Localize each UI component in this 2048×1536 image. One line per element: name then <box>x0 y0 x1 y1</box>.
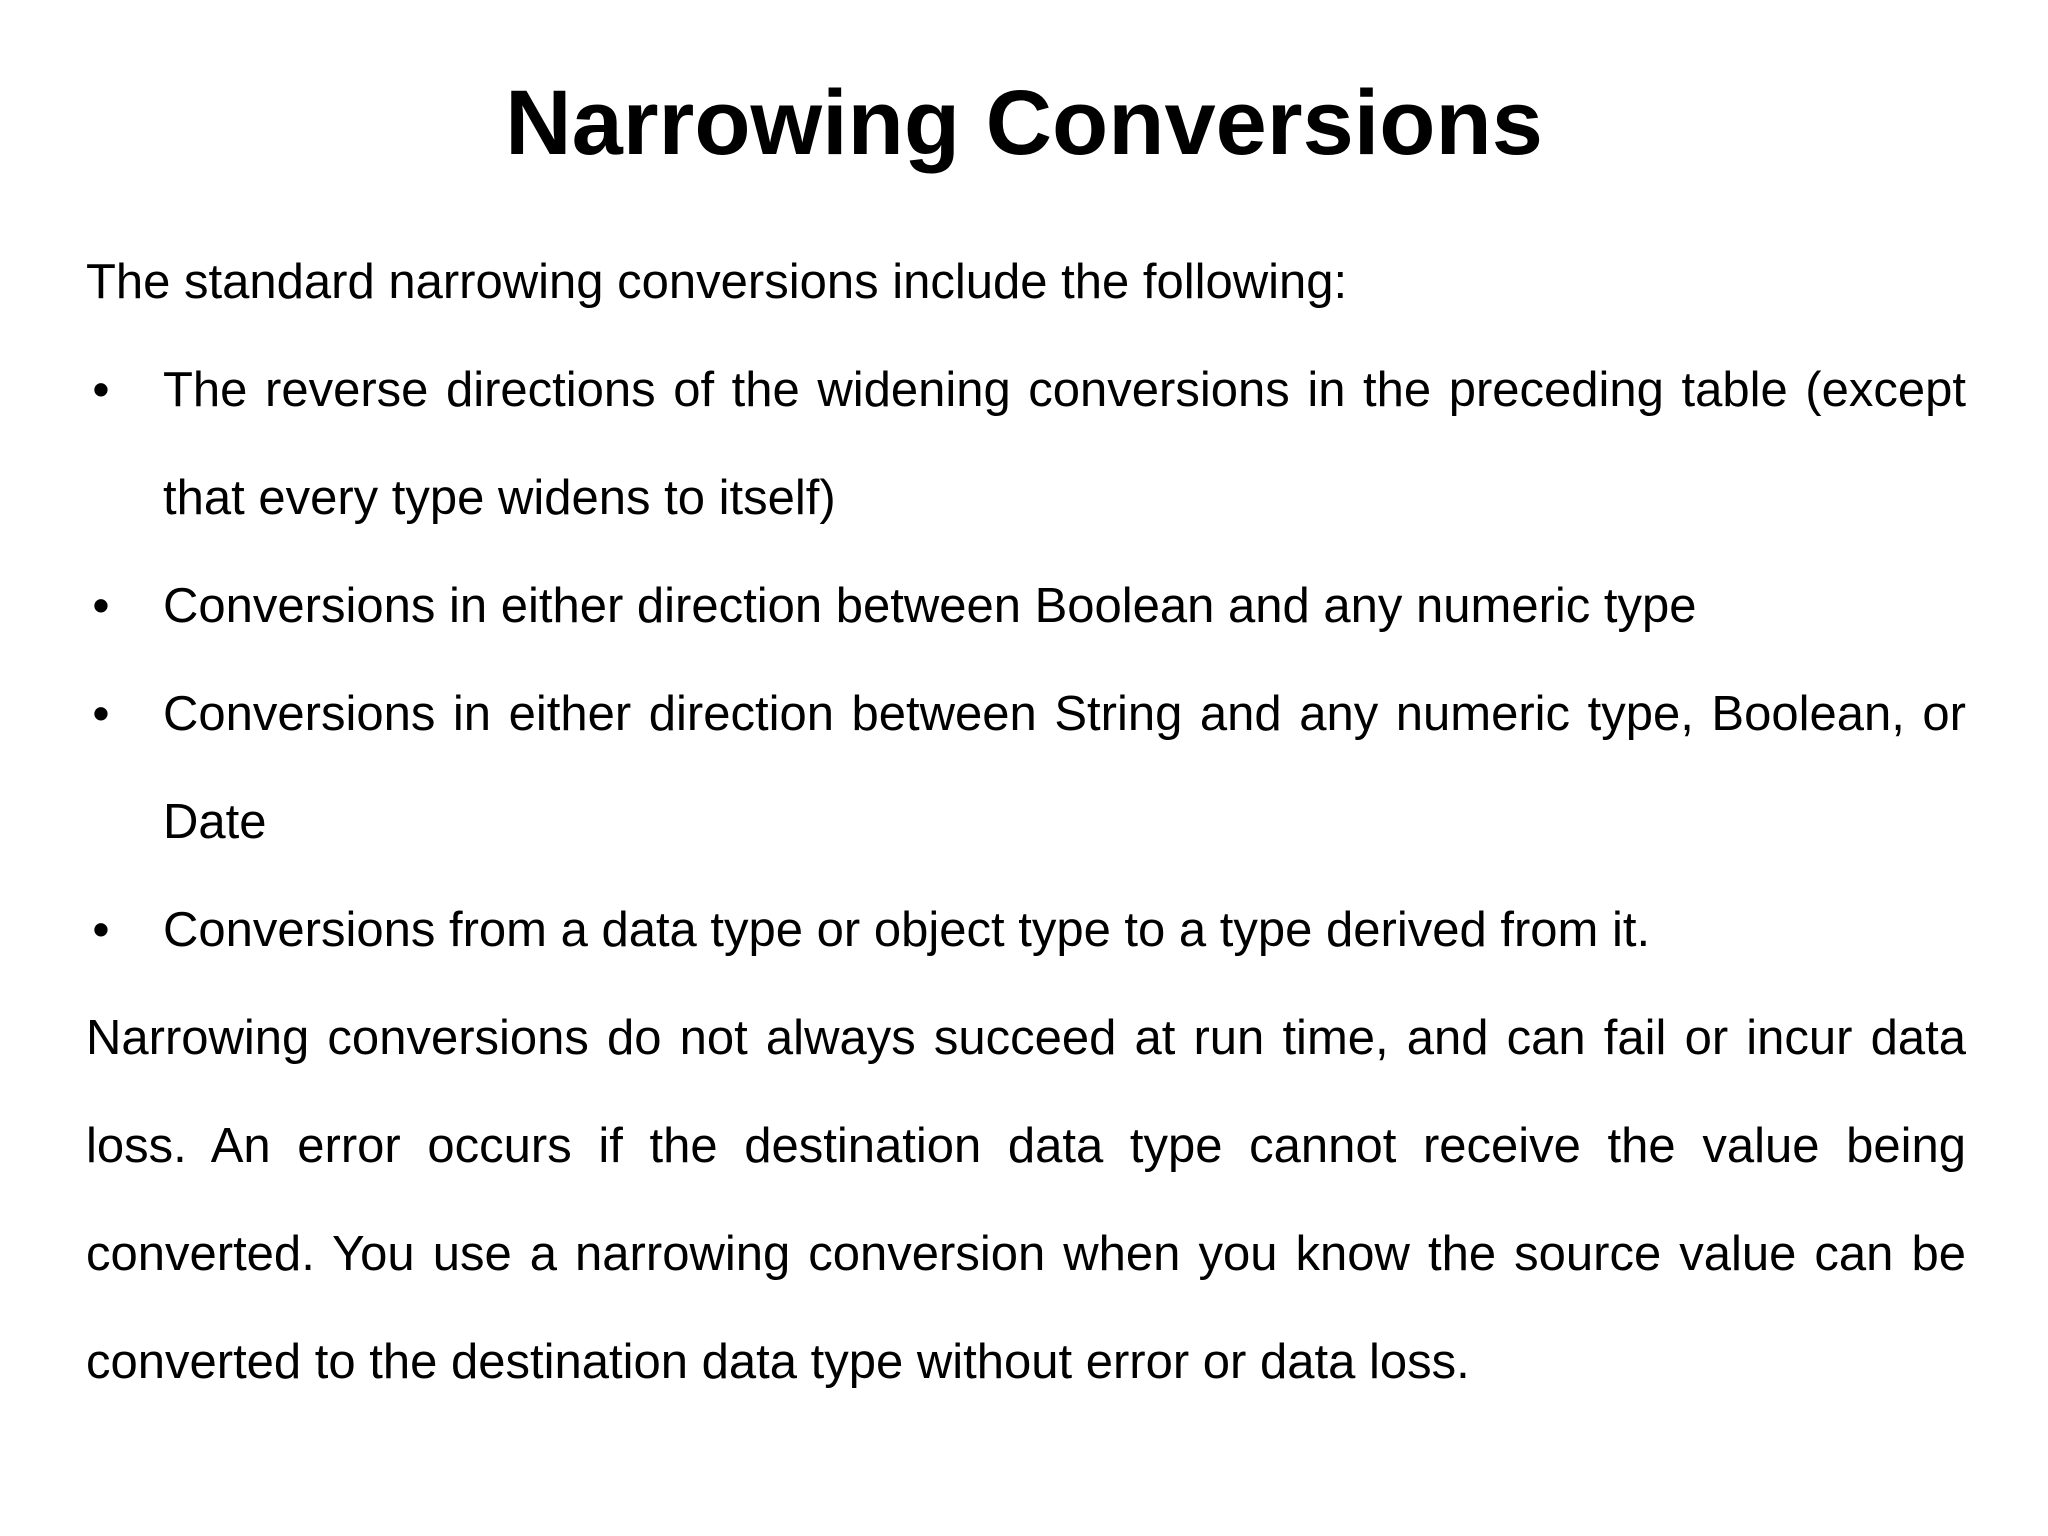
bullet-text: The reverse directions of the widening conversions in the preceding table (except that every type widens to itself) <box>163 363 1966 525</box>
bullet-icon: • <box>92 687 110 741</box>
bullet-list <box>86 336 1966 984</box>
slide-body <box>86 228 1966 1416</box>
closing-paragraph: Narrowing conversions do not always succeed at run time, and can fail or incur data loss. An error occurs if the destination data type cannot receive the value being converted. You use a narrowing conversion when you know the source value can be converted to the destination data type without error or data loss. <box>86 1011 1966 1389</box>
bullet-text: Conversions from a data type or object type to a type derived from it. <box>163 903 1651 957</box>
bullet-item <box>86 336 1966 552</box>
slide-title: Narrowing Conversions <box>505 72 1543 174</box>
bullet-item <box>86 876 1966 984</box>
bullet-icon: • <box>92 363 110 417</box>
bullet-item <box>86 660 1966 876</box>
bullet-item <box>86 552 1966 660</box>
bullet-text: Conversions in either direction between String and any numeric type, Boolean, or Date <box>163 687 1966 849</box>
bullet-text: Conversions in either direction between Boolean and any numeric type <box>163 579 1697 633</box>
intro-paragraph: The standard narrowing conversions include the following: <box>86 255 1348 309</box>
bullet-icon: • <box>92 903 110 957</box>
bullet-icon: • <box>92 579 110 633</box>
